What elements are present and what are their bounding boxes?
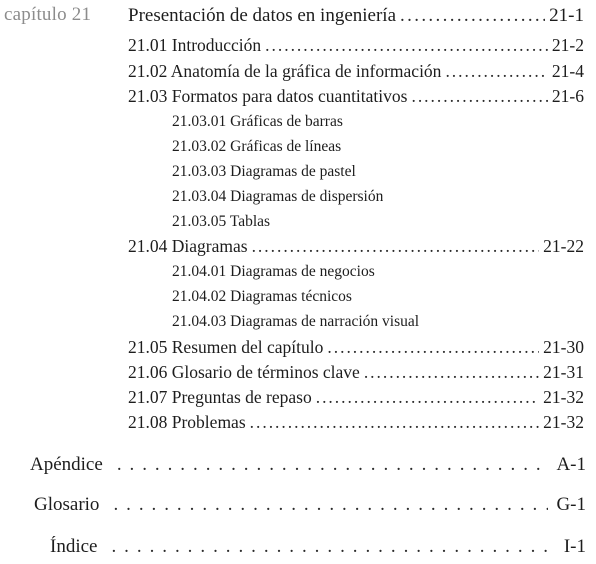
toc-entry-section[interactable]: [128, 387, 584, 408]
dot-leader: [265, 35, 548, 56]
entry-page: 21-4: [551, 61, 584, 81]
entry-page: 21-2: [551, 35, 584, 55]
entry-title: 21.01 Introducción: [128, 35, 262, 55]
toc-entry-subsection[interactable]: [172, 263, 375, 281]
dot-leader: [400, 5, 545, 27]
entry-title: Índice: [50, 536, 98, 557]
dot-leader: [445, 61, 547, 82]
toc-entry-subsection[interactable]: [172, 188, 383, 206]
entry-page: 21-22: [543, 236, 584, 256]
toc-entry-subsection[interactable]: [172, 163, 356, 181]
entry-page: 21-32: [543, 412, 584, 432]
entry-page: A-1: [556, 454, 586, 475]
dot-leader: [252, 236, 540, 257]
toc-entry-section[interactable]: [128, 236, 584, 257]
entry-title: Apéndice: [30, 454, 103, 475]
chapter-label: capítulo 21: [4, 4, 92, 25]
dot-leader: [411, 86, 547, 107]
toc-entry-section[interactable]: [128, 412, 584, 433]
entry-title: 21.03.05 Tablas: [172, 213, 271, 230]
dot-leader: [327, 337, 539, 358]
toc-entry-section[interactable]: [128, 362, 584, 383]
toc-entry-section[interactable]: [128, 86, 584, 107]
entry-page: 21-31: [543, 362, 584, 382]
entry-title: 21.08 Problemas: [128, 412, 246, 432]
entry-title: 21.03.03 Diagramas de pastel: [172, 163, 356, 180]
dot-leader: [111, 536, 555, 558]
toc-entry-subsection[interactable]: [172, 138, 341, 156]
toc-entry-index[interactable]: [50, 536, 586, 558]
entry-title: Glosario: [34, 494, 100, 515]
entry-page: 21-30: [543, 337, 584, 357]
entry-title: 21.04.01 Diagramas de negocios: [172, 263, 375, 280]
dot-leader: [117, 454, 549, 476]
entry-title: 21.03.01 Gráficas de barras: [172, 113, 343, 130]
entry-title: 21.02 Anatomía de la gráfica de información: [128, 61, 442, 81]
entry-page: G-1: [556, 494, 586, 515]
toc-entry-appendix[interactable]: [30, 454, 586, 476]
entry-title: 21.03.02 Gráficas de líneas: [172, 138, 342, 155]
toc-entry-section[interactable]: [128, 337, 584, 358]
toc-entry-chapter-title[interactable]: [128, 5, 584, 27]
toc-entry-subsection[interactable]: [172, 113, 343, 131]
toc-entry-section[interactable]: [128, 61, 584, 82]
entry-title: 21.04.02 Diagramas técnicos: [172, 288, 352, 305]
entry-title: 21.07 Preguntas de repaso: [128, 387, 312, 407]
dot-leader: [364, 362, 539, 383]
entry-title: Presentación de datos en ingeniería: [128, 5, 397, 26]
entry-page: I-1: [563, 536, 586, 557]
dot-leader: [250, 412, 540, 433]
entry-page: 21-32: [543, 387, 584, 407]
entry-page: 21-6: [551, 86, 584, 106]
toc-entry-section[interactable]: [128, 35, 584, 56]
entry-title: 21.06 Glosario de términos clave: [128, 362, 360, 382]
entry-title: 21.04 Diagramas: [128, 236, 248, 256]
entry-title: 21.05 Resumen del capítulo: [128, 337, 324, 357]
toc-entry-subsection[interactable]: [172, 288, 352, 306]
toc-entry-subsection[interactable]: [172, 213, 270, 231]
entry-title: 21.03.04 Diagramas de dispersión: [172, 188, 384, 205]
entry-title: 21.04.03 Diagramas de narración visual: [172, 313, 420, 330]
toc-entry-glossary[interactable]: [34, 494, 586, 516]
entry-page: 21-1: [549, 5, 584, 26]
dot-leader: [316, 387, 539, 408]
dot-leader: [113, 494, 548, 516]
toc-entry-subsection[interactable]: [172, 313, 419, 331]
entry-title: 21.03 Formatos para datos cuantitativos: [128, 86, 408, 106]
